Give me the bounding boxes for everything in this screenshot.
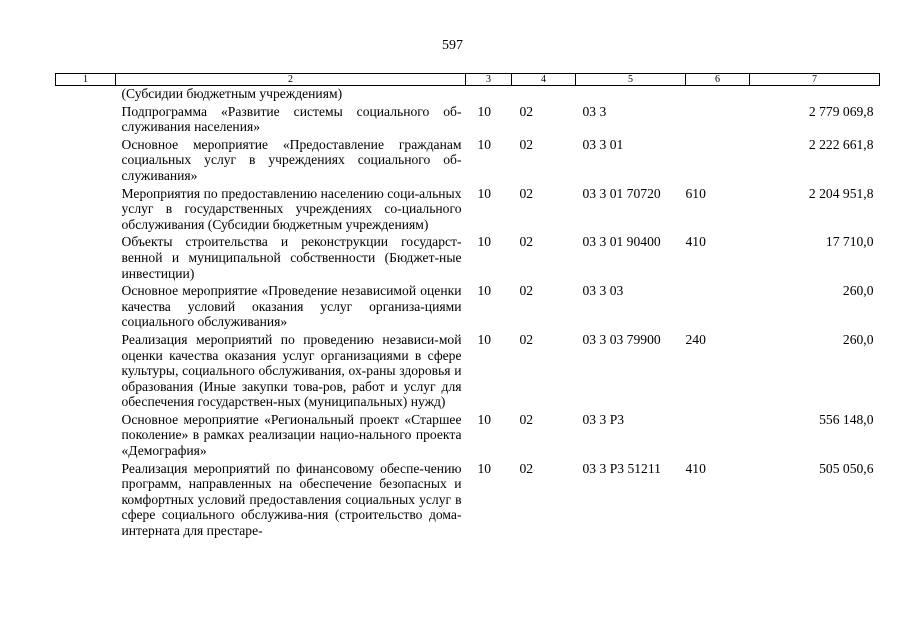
cell-number — [56, 461, 116, 541]
cell-section: 10 — [477, 136, 492, 152]
cell-section: 10 — [477, 234, 492, 250]
header-col-1: 1 — [56, 74, 116, 86]
header-col-2: 2 — [116, 74, 466, 86]
cell-name: Реализация мероприятий по финансовому обеспе-чению программ, направленных на обеспечение безопасных и комфортных условий предоставления социальных услуг в сфере социального обслужива-ния (строительство дома-интерната для престаре- — [121, 460, 462, 539]
header-col-6: 6 — [686, 74, 750, 86]
cell-number — [56, 137, 116, 186]
cell-amount: 260,0 — [842, 331, 874, 347]
cell-name: Основное мероприятие «Региональный проект «Старшее поколение» в рамках реализации нацио-нального проекта «Демография» — [121, 411, 462, 459]
cell-target-article: 03 3 01 — [582, 136, 624, 152]
table-row — [56, 86, 880, 104]
cell-target-article: 03 3 01 70720 — [582, 185, 661, 201]
table-row — [56, 104, 880, 137]
cell-section: 10 — [477, 283, 492, 299]
cell-section: 10 — [477, 103, 492, 119]
cell-amount: 2 204 951,8 — [808, 185, 874, 201]
cell-name: Объекты строительства и реконструкции государст-венной и муниципальной собственности (Бюджет-ные инвестиции) — [121, 234, 462, 281]
cell-section — [466, 86, 512, 104]
table-row — [56, 283, 880, 332]
header-col-4: 4 — [512, 74, 576, 86]
cell-amount: 2 779 069,8 — [808, 103, 874, 119]
cell-target-article: 03 3 Р3 — [582, 411, 625, 427]
cell-name: Основное мероприятие «Предоставление гражданам социальных услуг в учреждениях социального об-служивания» — [121, 136, 462, 183]
cell-target-article: 03 3 — [582, 103, 607, 119]
cell-section: 10 — [477, 185, 492, 201]
cell-subsection: 02 — [519, 234, 534, 250]
cell-section: 10 — [477, 331, 492, 347]
header-row — [56, 74, 880, 86]
cell-subsection: 02 — [519, 103, 534, 119]
table-row — [56, 137, 880, 186]
budget-table — [55, 73, 880, 541]
cell-expense-type — [686, 283, 750, 332]
cell-amount: 260,0 — [842, 283, 874, 299]
cell-expense-type — [686, 412, 750, 461]
table-row — [56, 332, 880, 412]
table-header — [56, 74, 880, 86]
cell-number — [56, 332, 116, 412]
table-row — [56, 186, 880, 235]
cell-subsection: 02 — [519, 185, 534, 201]
cell-target-article: 03 3 03 — [582, 283, 624, 299]
cell-number — [56, 283, 116, 332]
table-row — [56, 461, 880, 541]
cell-expense-type: 610 — [685, 185, 706, 201]
header-col-7: 7 — [750, 74, 880, 86]
cell-number — [56, 412, 116, 461]
cell-amount — [750, 86, 880, 104]
cell-number — [56, 234, 116, 283]
cell-amount: 505 050,6 — [819, 460, 874, 476]
cell-expense-type: 240 — [685, 331, 706, 347]
cell-section: 10 — [477, 460, 492, 476]
cell-target-article: 03 3 Р3 51211 — [582, 460, 661, 476]
cell-section: 10 — [477, 411, 492, 427]
cell-expense-type: 410 — [685, 234, 706, 250]
table-row — [56, 234, 880, 283]
header-col-3: 3 — [466, 74, 512, 86]
table-row — [56, 412, 880, 461]
table-body — [56, 86, 880, 541]
cell-subsection: 02 — [519, 460, 534, 476]
cell-name: (Субсидии бюджетным учреждениям) — [121, 86, 343, 101]
cell-number — [56, 186, 116, 235]
cell-target-article: 03 3 03 79900 — [582, 331, 661, 347]
cell-number — [56, 104, 116, 137]
cell-expense-type: 410 — [685, 460, 706, 476]
cell-amount: 556 148,0 — [819, 411, 874, 427]
cell-subsection: 02 — [519, 411, 534, 427]
cell-target-article — [576, 86, 686, 104]
header-col-5: 5 — [576, 74, 686, 86]
cell-amount: 2 222 661,8 — [808, 136, 874, 152]
cell-subsection: 02 — [519, 331, 534, 347]
page-number: 597 — [442, 38, 463, 53]
cell-number — [56, 86, 116, 104]
cell-subsection: 02 — [519, 136, 534, 152]
cell-name: Мероприятия по предоставлению населению соци-альных услуг в государственных учреждениях со-циального обслуживания (Субсидии бюджетным учреждениям) — [121, 185, 462, 232]
cell-amount: 17 710,0 — [825, 234, 874, 250]
cell-expense-type — [686, 104, 750, 137]
cell-expense-type — [686, 86, 750, 104]
cell-name: Реализация мероприятий по проведению независи-мой оценки качества оказания услуг организациями в сфере культуры, социального обслуживания, ох-раны здоровья и образования (Иные закупки това-ров, работ и услуг для обеспечения государствен-ных (муниципальных) нужд) — [121, 331, 462, 410]
cell-subsection: 02 — [519, 283, 534, 299]
cell-subsection — [512, 86, 576, 104]
cell-target-article: 03 3 01 90400 — [582, 234, 661, 250]
cell-name: Подпрограмма «Развитие системы социального об-служивания населения» — [121, 103, 462, 135]
cell-expense-type — [686, 137, 750, 186]
cell-name: Основное мероприятие «Проведение независимой оценки качества условий оказания услуг организа-циями социального обслуживания» — [121, 283, 462, 330]
